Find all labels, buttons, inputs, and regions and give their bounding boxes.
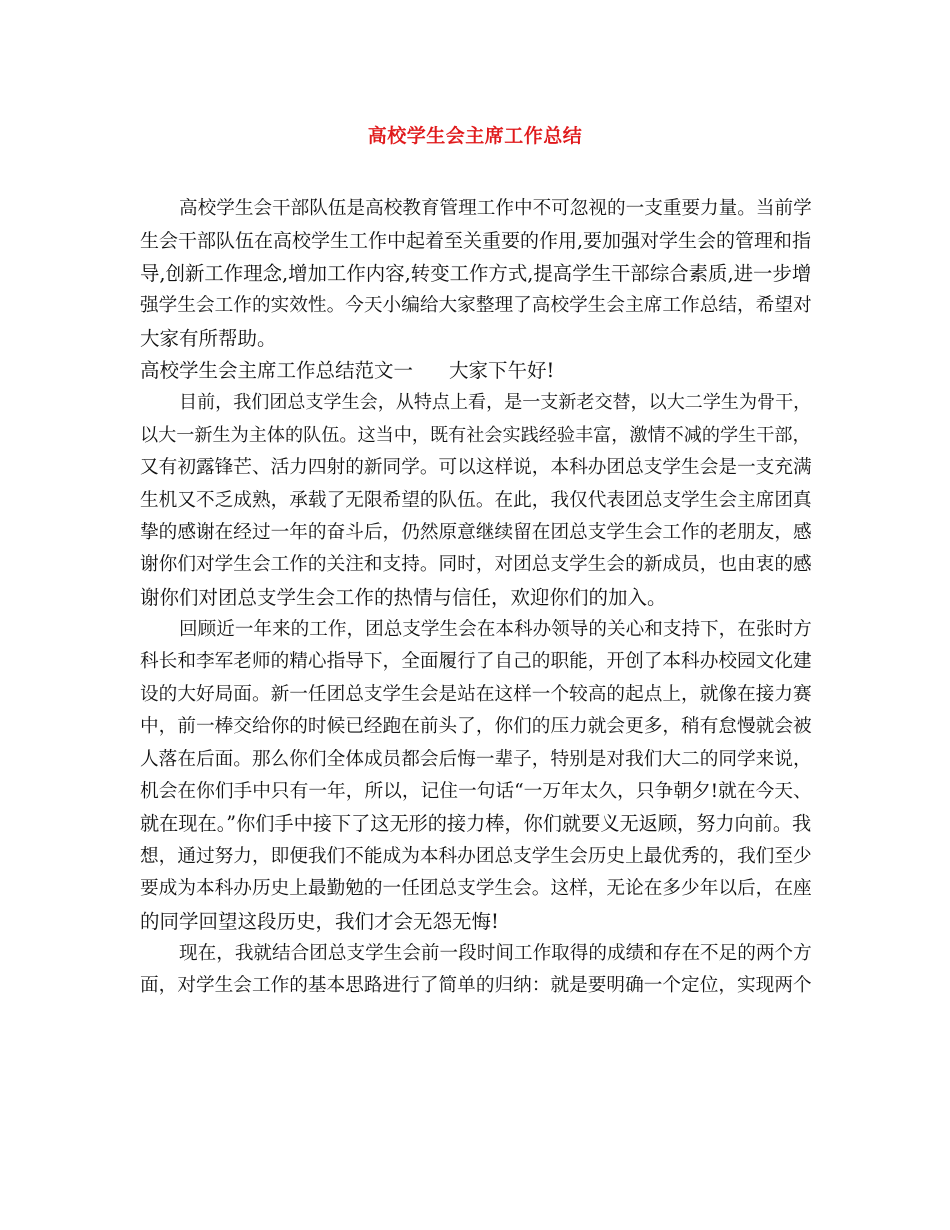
- body-line: [140, 485, 812, 517]
- body-line-text: 设的大好局面。新一任团总支学生会是站在这样一个较高的起点上，就像在接力赛: [140, 683, 812, 705]
- body-line: [140, 744, 812, 776]
- body-line-text: 回顾近一年来的工作，团总支学生会在本科办领导的关心和支持下，在张时方: [179, 619, 812, 641]
- body-line: [140, 355, 812, 387]
- body-line-text: 目前，我们团总支学生会，从特点上看，是一支新老交替，以大二学生为骨干，: [179, 392, 812, 414]
- body-line-text: 科长和李军老师的精心指导下，全面履行了自己的职能，开创了本科办校园文化建: [140, 651, 812, 673]
- body-line: [140, 323, 812, 355]
- body-line-text: 机会在你们手中只有一年，所以，记住一句话“一万年太久，只争朝夕!就在今天、: [140, 781, 812, 803]
- body-line-text: 导,创新工作理念,增加工作内容,转变工作方式,提高学生干部综合素质,进一步增: [140, 261, 812, 285]
- body-line-text: 现在，我就结合团总支学生会前一段时间工作取得的成绩和存在不足的两个方: [179, 942, 812, 964]
- body-line-text: 挚的感谢在经过一年的奋斗后，仍然原意继续留在团总支学生会工作的老朋友，感: [140, 521, 812, 543]
- body-line: [140, 841, 812, 873]
- body-line: [140, 420, 812, 452]
- body-line: [140, 679, 812, 711]
- body-line-text: 想，通过努力，即便我们不能成为本科办团总支学生会历史上最优秀的，我们至少: [140, 845, 812, 867]
- body-line: [140, 808, 812, 840]
- body-line-text: 又有初露锋芒、活力四射的新同学。可以这样说，本科办团总支学生会是一支充满: [140, 457, 812, 479]
- body-line: [140, 776, 812, 808]
- body-line: [140, 517, 812, 549]
- document-body: [140, 193, 812, 1003]
- body-line: [140, 258, 812, 290]
- body-line: [140, 711, 812, 743]
- body-line-text: 生机又不乏成熟，承载了无限希望的队伍。在此，我仅代表团总支学生会主席团真: [140, 489, 812, 511]
- body-line: [140, 873, 812, 905]
- body-line: [140, 290, 812, 322]
- body-line-text: 大家有所帮助。: [140, 326, 277, 350]
- body-line-text: 强学生会工作的实效性。今天小编给大家整理了高校学生会主席工作总结，希望对: [140, 295, 812, 317]
- body-line-text: 高校学生会干部队伍是高校教育管理工作中不可忽视的一支重要力量。当前学: [179, 198, 812, 219]
- body-line-text: 谢你们对团总支学生会工作的热情与信任，欢迎你们的加入。: [140, 585, 667, 609]
- body-line: [140, 646, 812, 678]
- body-line: [140, 193, 812, 225]
- body-line-text: 高校学生会主席工作总结范文一: [140, 358, 414, 382]
- body-line-text: 的同学回望这段历史，我们才会无怨无悔!: [140, 909, 499, 933]
- body-line-text: 生会干部队伍在高校学生工作中起着至关重要的作用,要加强对学生会的管理和指: [140, 230, 812, 253]
- body-line: [140, 938, 812, 970]
- body-line: [140, 614, 812, 646]
- body-line-text: 面，对学生会工作的基本思路进行了简单的归纳：就是要明确一个定位，实现两个: [140, 975, 812, 997]
- body-line: [140, 387, 812, 419]
- body-line: [140, 225, 812, 257]
- body-line: [140, 970, 812, 1002]
- body-line-text: 谢你们对学生会工作的关注和支持。同时，对团总支学生会的新成员，也由衷的感: [140, 554, 812, 576]
- greeting-text: 大家下午好!: [449, 358, 555, 382]
- body-line: [140, 582, 812, 614]
- document-title: 高校学生会主席工作总结: [367, 125, 583, 147]
- body-line: [140, 549, 812, 581]
- body-line-text: 人落在后面。那么你们全体成员都会后悔一辈子，特别是对我们大二的同学来说，: [140, 748, 812, 770]
- body-line: [140, 452, 812, 484]
- body-line-text: 中，前一棒交给你的时候已经跑在前头了，你们的压力就会更多，稍有怠慢就会被: [140, 716, 812, 738]
- body-line-text: 以大一新生为主体的队伍。这当中，既有社会实践经验丰富，激情不减的学生干部，: [140, 424, 811, 446]
- body-line-text: 就在现在。”你们手中接下了这无形的接力棒，你们就要义无返顾，努力向前。我: [140, 812, 812, 836]
- body-line: [140, 906, 812, 938]
- body-line-text: 要成为本科办历史上最勤勉的一任团总支学生会。这样，无论在多少年以后，在座: [140, 878, 812, 900]
